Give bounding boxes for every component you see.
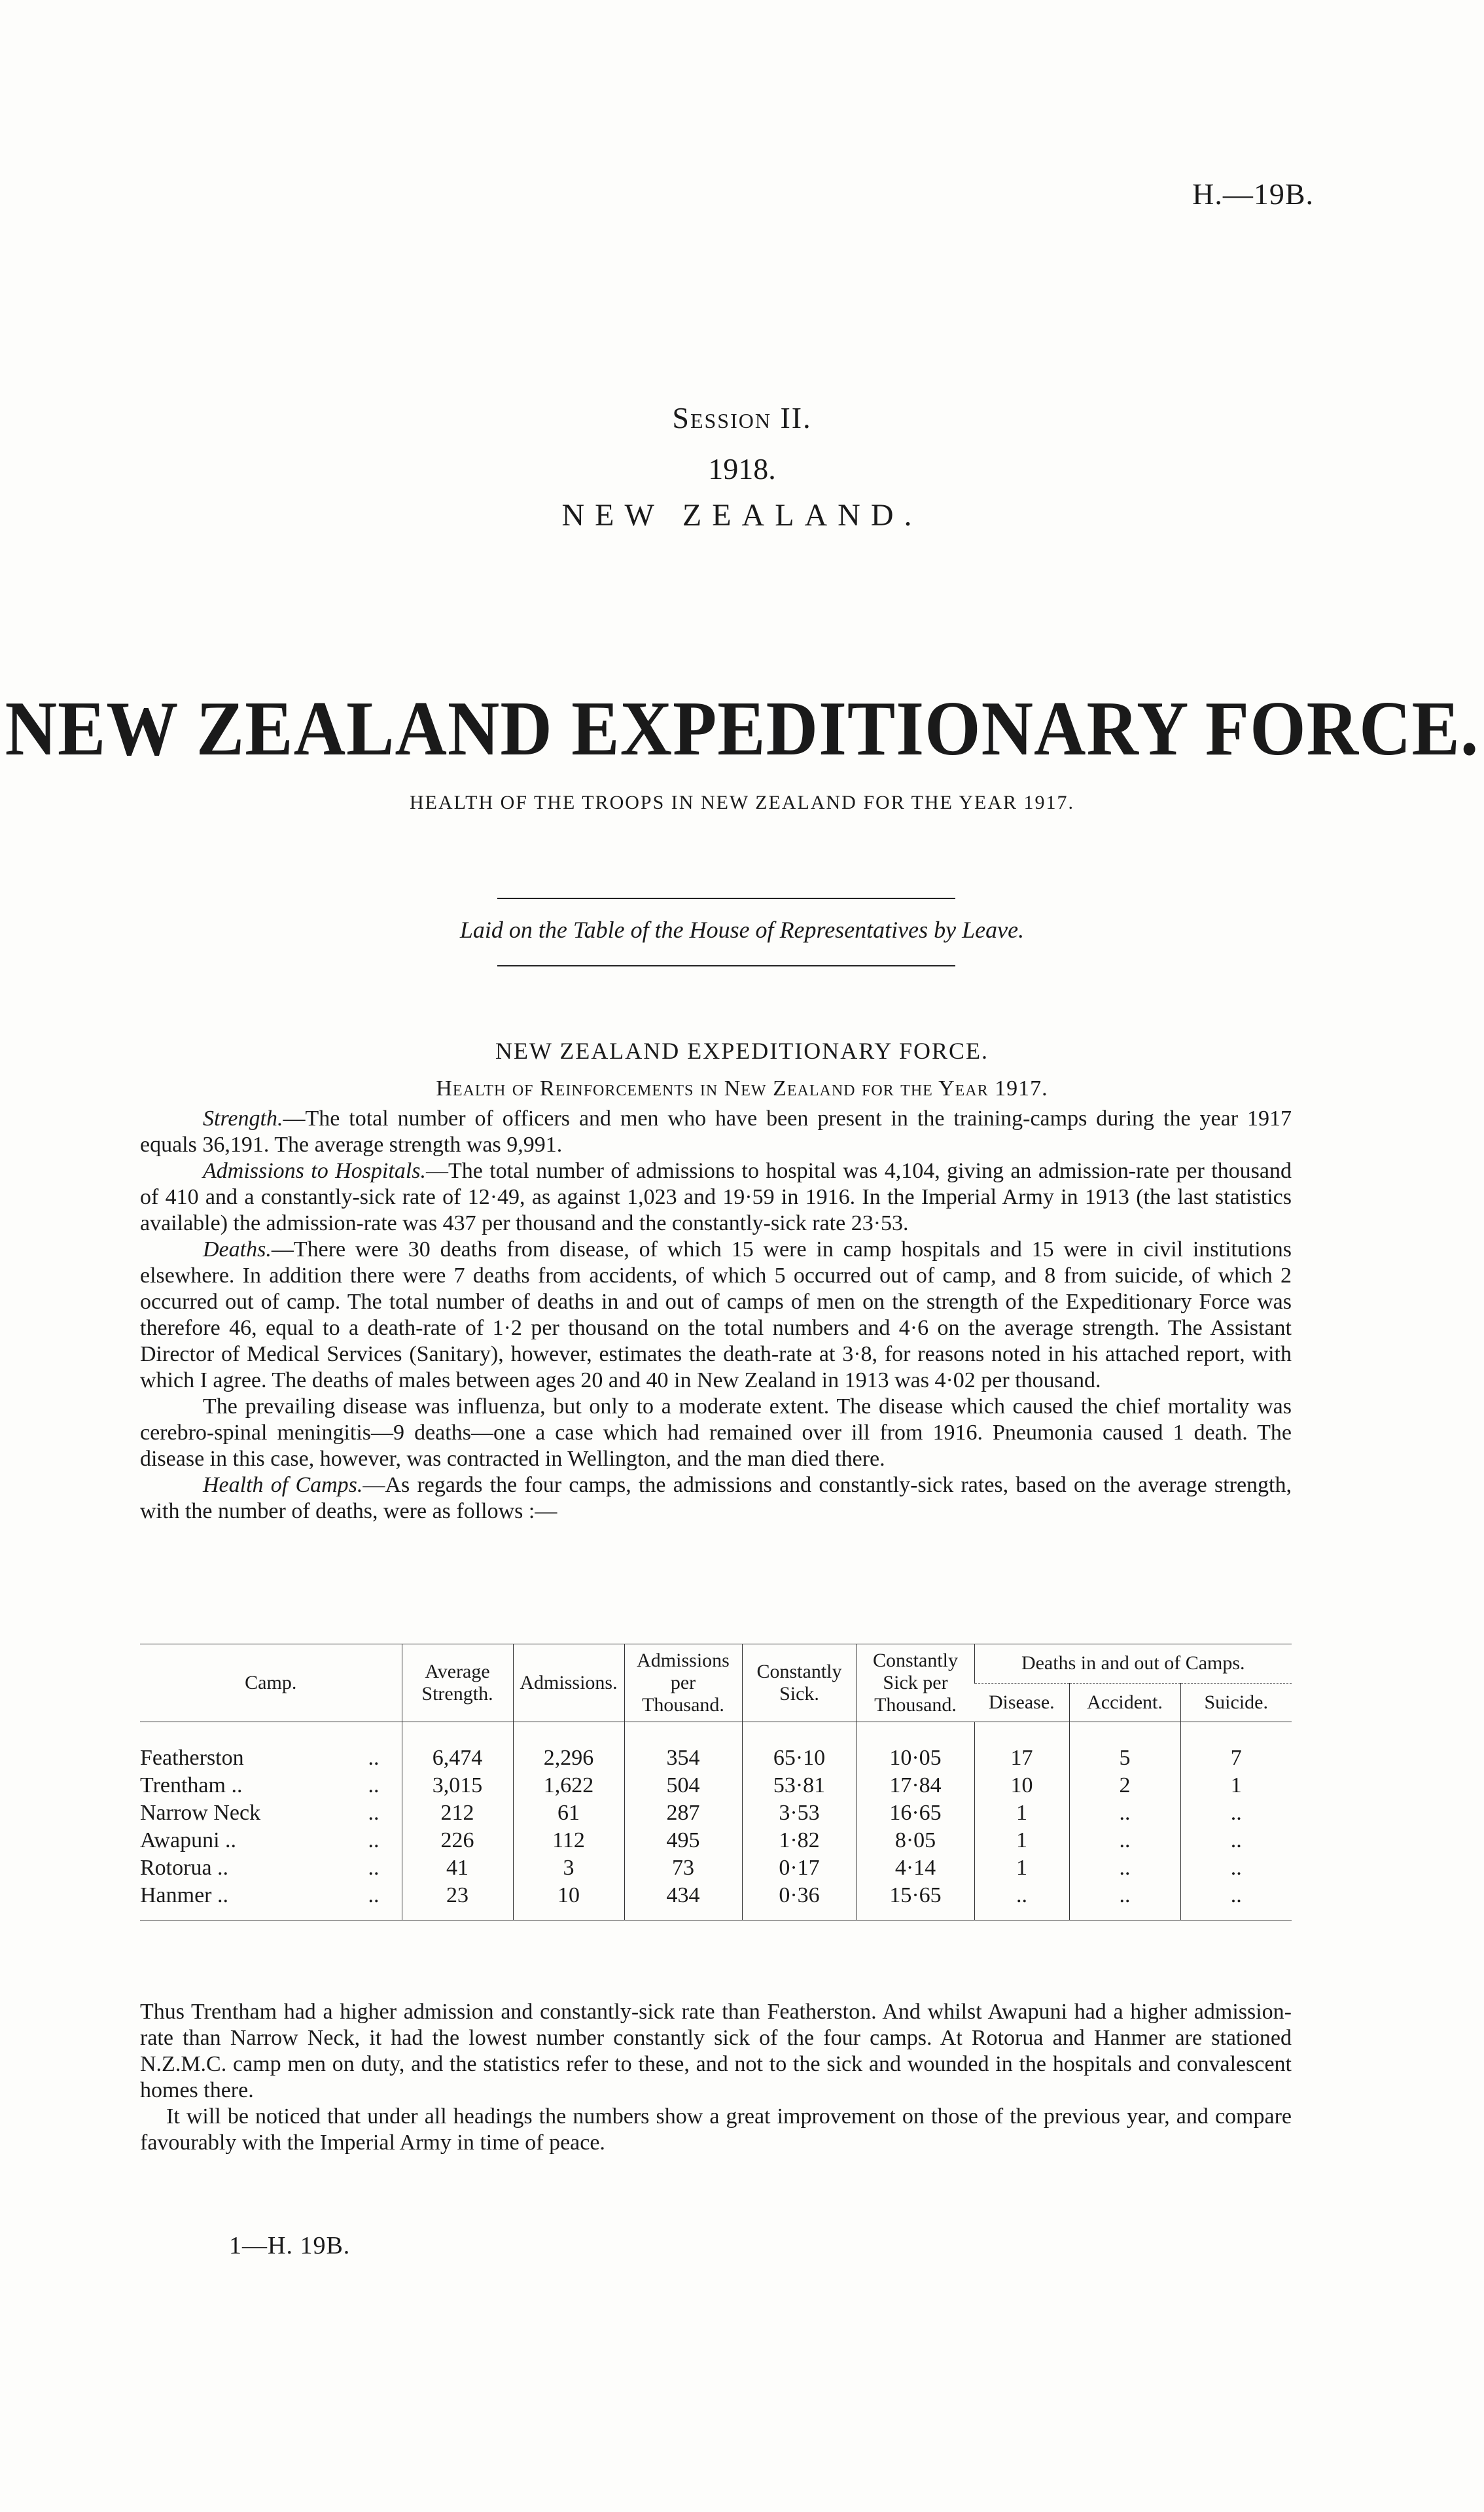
rule-bottom <box>497 965 955 966</box>
cell-disease: 1 <box>974 1827 1069 1854</box>
cell-camp: Rotorua .. .. <box>140 1856 380 1880</box>
cell-disease: 10 <box>974 1772 1069 1799</box>
cell-adm-per-thousand: 495 <box>624 1827 742 1854</box>
cell-camp: Trentham .. .. <box>140 1773 380 1797</box>
body-subtitle: Health of Reinforcements in New Zealand for the Year 1917. <box>436 1076 1048 1101</box>
cell-avg-strength: 23 <box>402 1882 513 1920</box>
cell-const-sick-per-thousand: 16·65 <box>857 1799 974 1827</box>
header-admissions-per-thousand: Admissions per Thousand. <box>624 1644 742 1722</box>
cell-const-sick: 1·82 <box>742 1827 857 1854</box>
header-constantly-sick-per-thousand: Constantly Sick per Thousand. <box>857 1644 974 1722</box>
cell-admissions: 1,622 <box>513 1772 624 1799</box>
para-text: —As regards the four camps, the admissions and constantly-sick rates, based on the average strength, with the number of deaths, were as follows :— <box>140 1473 1292 1523</box>
cell-const-sick: 53·81 <box>742 1772 857 1799</box>
paragraph-disease <box>140 1394 1292 1472</box>
header-admissions: Admissions. <box>513 1644 624 1722</box>
cell-adm-per-thousand: 434 <box>624 1882 742 1920</box>
header-suicide: Suicide. <box>1180 1683 1292 1722</box>
cell-avg-strength: 212 <box>402 1799 513 1827</box>
cell-adm-per-thousand: 287 <box>624 1799 742 1827</box>
cell-disease: 1 <box>974 1799 1069 1827</box>
report-conclusion <box>140 1999 1292 2156</box>
table-row <box>140 1827 1292 1854</box>
table-row <box>140 1882 1292 1920</box>
cell-admissions: 112 <box>513 1827 624 1854</box>
cell-suicide: 1 <box>1180 1772 1292 1799</box>
cell-admissions: 10 <box>513 1882 624 1920</box>
cell-suicide: .. <box>1180 1799 1292 1827</box>
cell-camp: Awapuni .. .. <box>140 1828 380 1852</box>
cell-disease: 1 <box>974 1854 1069 1882</box>
footer-reference: 1—H. 19B. <box>229 2232 351 2259</box>
cell-admissions: 2,296 <box>513 1744 624 1772</box>
document-title: NEW ZEALAND EXPEDITIONARY FORCE. <box>5 685 1479 771</box>
cell-const-sick-per-thousand: 10·05 <box>857 1744 974 1772</box>
cell-const-sick: 65·10 <box>742 1744 857 1772</box>
camps-table <box>140 1644 1292 1920</box>
cell-accident: .. <box>1069 1882 1180 1920</box>
page-reference: H.—19B. <box>1192 177 1314 211</box>
cell-suicide: 7 <box>1180 1744 1292 1772</box>
cell-const-sick-per-thousand: 8·05 <box>857 1827 974 1854</box>
header-camp: Camp. <box>140 1644 402 1722</box>
cell-const-sick: 0·17 <box>742 1854 857 1882</box>
header-accident: Accident. <box>1069 1683 1180 1722</box>
cell-const-sick: 3·53 <box>742 1799 857 1827</box>
cell-accident: .. <box>1069 1827 1180 1854</box>
para-head: Deaths. <box>203 1237 272 1262</box>
header-constantly-sick: Constantly Sick. <box>742 1644 857 1722</box>
header-disease: Disease. <box>974 1683 1069 1722</box>
paragraph-comparison: Thus Trentham had a higher admission and constantly-sick rate than Featherston. And whilst Awapuni had a higher admission-rate than Narrow Neck, it had the lowest number constantly sick of the four camps. At Rotorua and Hanmer are stationed N.Z.M.C. camp men on duty, and the statistics refer to these, and not to the sick and wounded in the hospitals and convalescent homes there. <box>140 2000 1292 2102</box>
cell-adm-per-thousand: 354 <box>624 1744 742 1772</box>
cell-const-sick: 0·36 <box>742 1882 857 1920</box>
paragraph-improvement: It will be noticed that under all headings the numbers show a great improvement on those of the previous year, and compare favourably with the Imperial Army in time of peace. <box>140 2104 1292 2155</box>
paragraph-health-of-camps <box>140 1472 1292 1525</box>
laid-on-table-note: Laid on the Table of the House of Representatives by Leave. <box>459 917 1025 943</box>
session-label: Session II. <box>672 401 812 434</box>
table-row <box>140 1854 1292 1882</box>
cell-accident: 2 <box>1069 1772 1180 1799</box>
cell-accident: .. <box>1069 1854 1180 1882</box>
cell-avg-strength: 6,474 <box>402 1744 513 1772</box>
cell-suicide: .. <box>1180 1827 1292 1854</box>
paragraph-deaths <box>140 1237 1292 1394</box>
cell-avg-strength: 41 <box>402 1854 513 1882</box>
paragraph-admissions <box>140 1158 1292 1237</box>
cell-disease: .. <box>974 1882 1069 1920</box>
cell-const-sick-per-thousand: 4·14 <box>857 1854 974 1882</box>
cell-camp: Narrow Neck .. <box>140 1801 380 1825</box>
cell-suicide: .. <box>1180 1882 1292 1920</box>
cell-avg-strength: 226 <box>402 1827 513 1854</box>
rule-top <box>497 898 955 899</box>
cell-camp: Featherston .. <box>140 1746 380 1770</box>
cell-admissions: 3 <box>513 1854 624 1882</box>
cell-camp: Hanmer .. .. <box>140 1882 402 1920</box>
country-label: NEW ZEALAND. <box>561 498 923 533</box>
para-text: —The total number of admissions to hospital was 4,104, giving an admission-rate per thousand of 410 and a constantly-sick rate of 12·49, as against 1,023 and 19·59 in 1916. In the Imperial Army in 1913 (the last statistics available) the admission-rate was 437 per thousand and the constantly-sick rate 23·53. <box>140 1159 1292 1235</box>
paragraph-strength <box>140 1106 1292 1158</box>
para-text: The prevailing disease was influenza, but only to a moderate extent. The disease which caused the chief mortality was cerebro-spinal meningitis—9 deaths—one a case which had remained over ill from 1916. Pneumonia caused 1 death. The disease in this case, however, was contracted in Wellington, and the man died there. <box>140 1394 1292 1471</box>
cell-admissions: 61 <box>513 1799 624 1827</box>
cell-const-sick-per-thousand: 15·65 <box>857 1882 974 1920</box>
cell-adm-per-thousand: 504 <box>624 1772 742 1799</box>
cell-adm-per-thousand: 73 <box>624 1854 742 1882</box>
table-row <box>140 1744 1292 1772</box>
year-label: 1918. <box>708 452 776 486</box>
cell-disease: 17 <box>974 1744 1069 1772</box>
header-average-strength: Average Strength. <box>402 1644 513 1722</box>
body-title: NEW ZEALAND EXPEDITIONARY FORCE. <box>495 1038 989 1064</box>
header-deaths-group: Deaths in and out of Camps. <box>974 1644 1292 1684</box>
para-head: Health of Camps. <box>203 1473 363 1497</box>
para-head: Strength. <box>203 1106 283 1131</box>
cell-accident: 5 <box>1069 1744 1180 1772</box>
cell-const-sick-per-thousand: 17·84 <box>857 1772 974 1799</box>
cell-avg-strength: 3,015 <box>402 1772 513 1799</box>
table-row <box>140 1772 1292 1799</box>
document-subtitle: HEALTH OF THE TROOPS IN NEW ZEALAND FOR THE YEAR 1917. <box>409 792 1075 813</box>
table-row <box>140 1799 1292 1827</box>
cell-accident: .. <box>1069 1799 1180 1827</box>
para-text: —The total number of officers and men who have been present in the training-camps during the year 1917 equals 36,191. The average strength was 9,991. <box>140 1106 1292 1157</box>
report-body <box>140 1106 1292 1525</box>
cell-suicide: .. <box>1180 1854 1292 1882</box>
para-text: —There were 30 deaths from disease, of which 15 were in camp hospitals and 15 were in civil institutions elsewhere. In addition there were 7 deaths from accidents, of which 5 occurred out of camp, and 8 from suicide, of which 2 occurred out of camp. The total number of deaths in and out of camps of men on the strength of the Expeditionary Force was therefore 46, equal to a death-rate of 1·2 per thousand on the total numbers and 4·6 on the average strength. The Assistant Director of Medical Services (Sanitary), however, estimates the death-rate at 3·8, for reasons noted in his attached report, with which I agree. The deaths of males between ages 20 and 40 in New Zealand in 1913 was 4·02 per thousand. <box>140 1237 1292 1392</box>
para-head: Admissions to Hospitals. <box>203 1159 426 1183</box>
